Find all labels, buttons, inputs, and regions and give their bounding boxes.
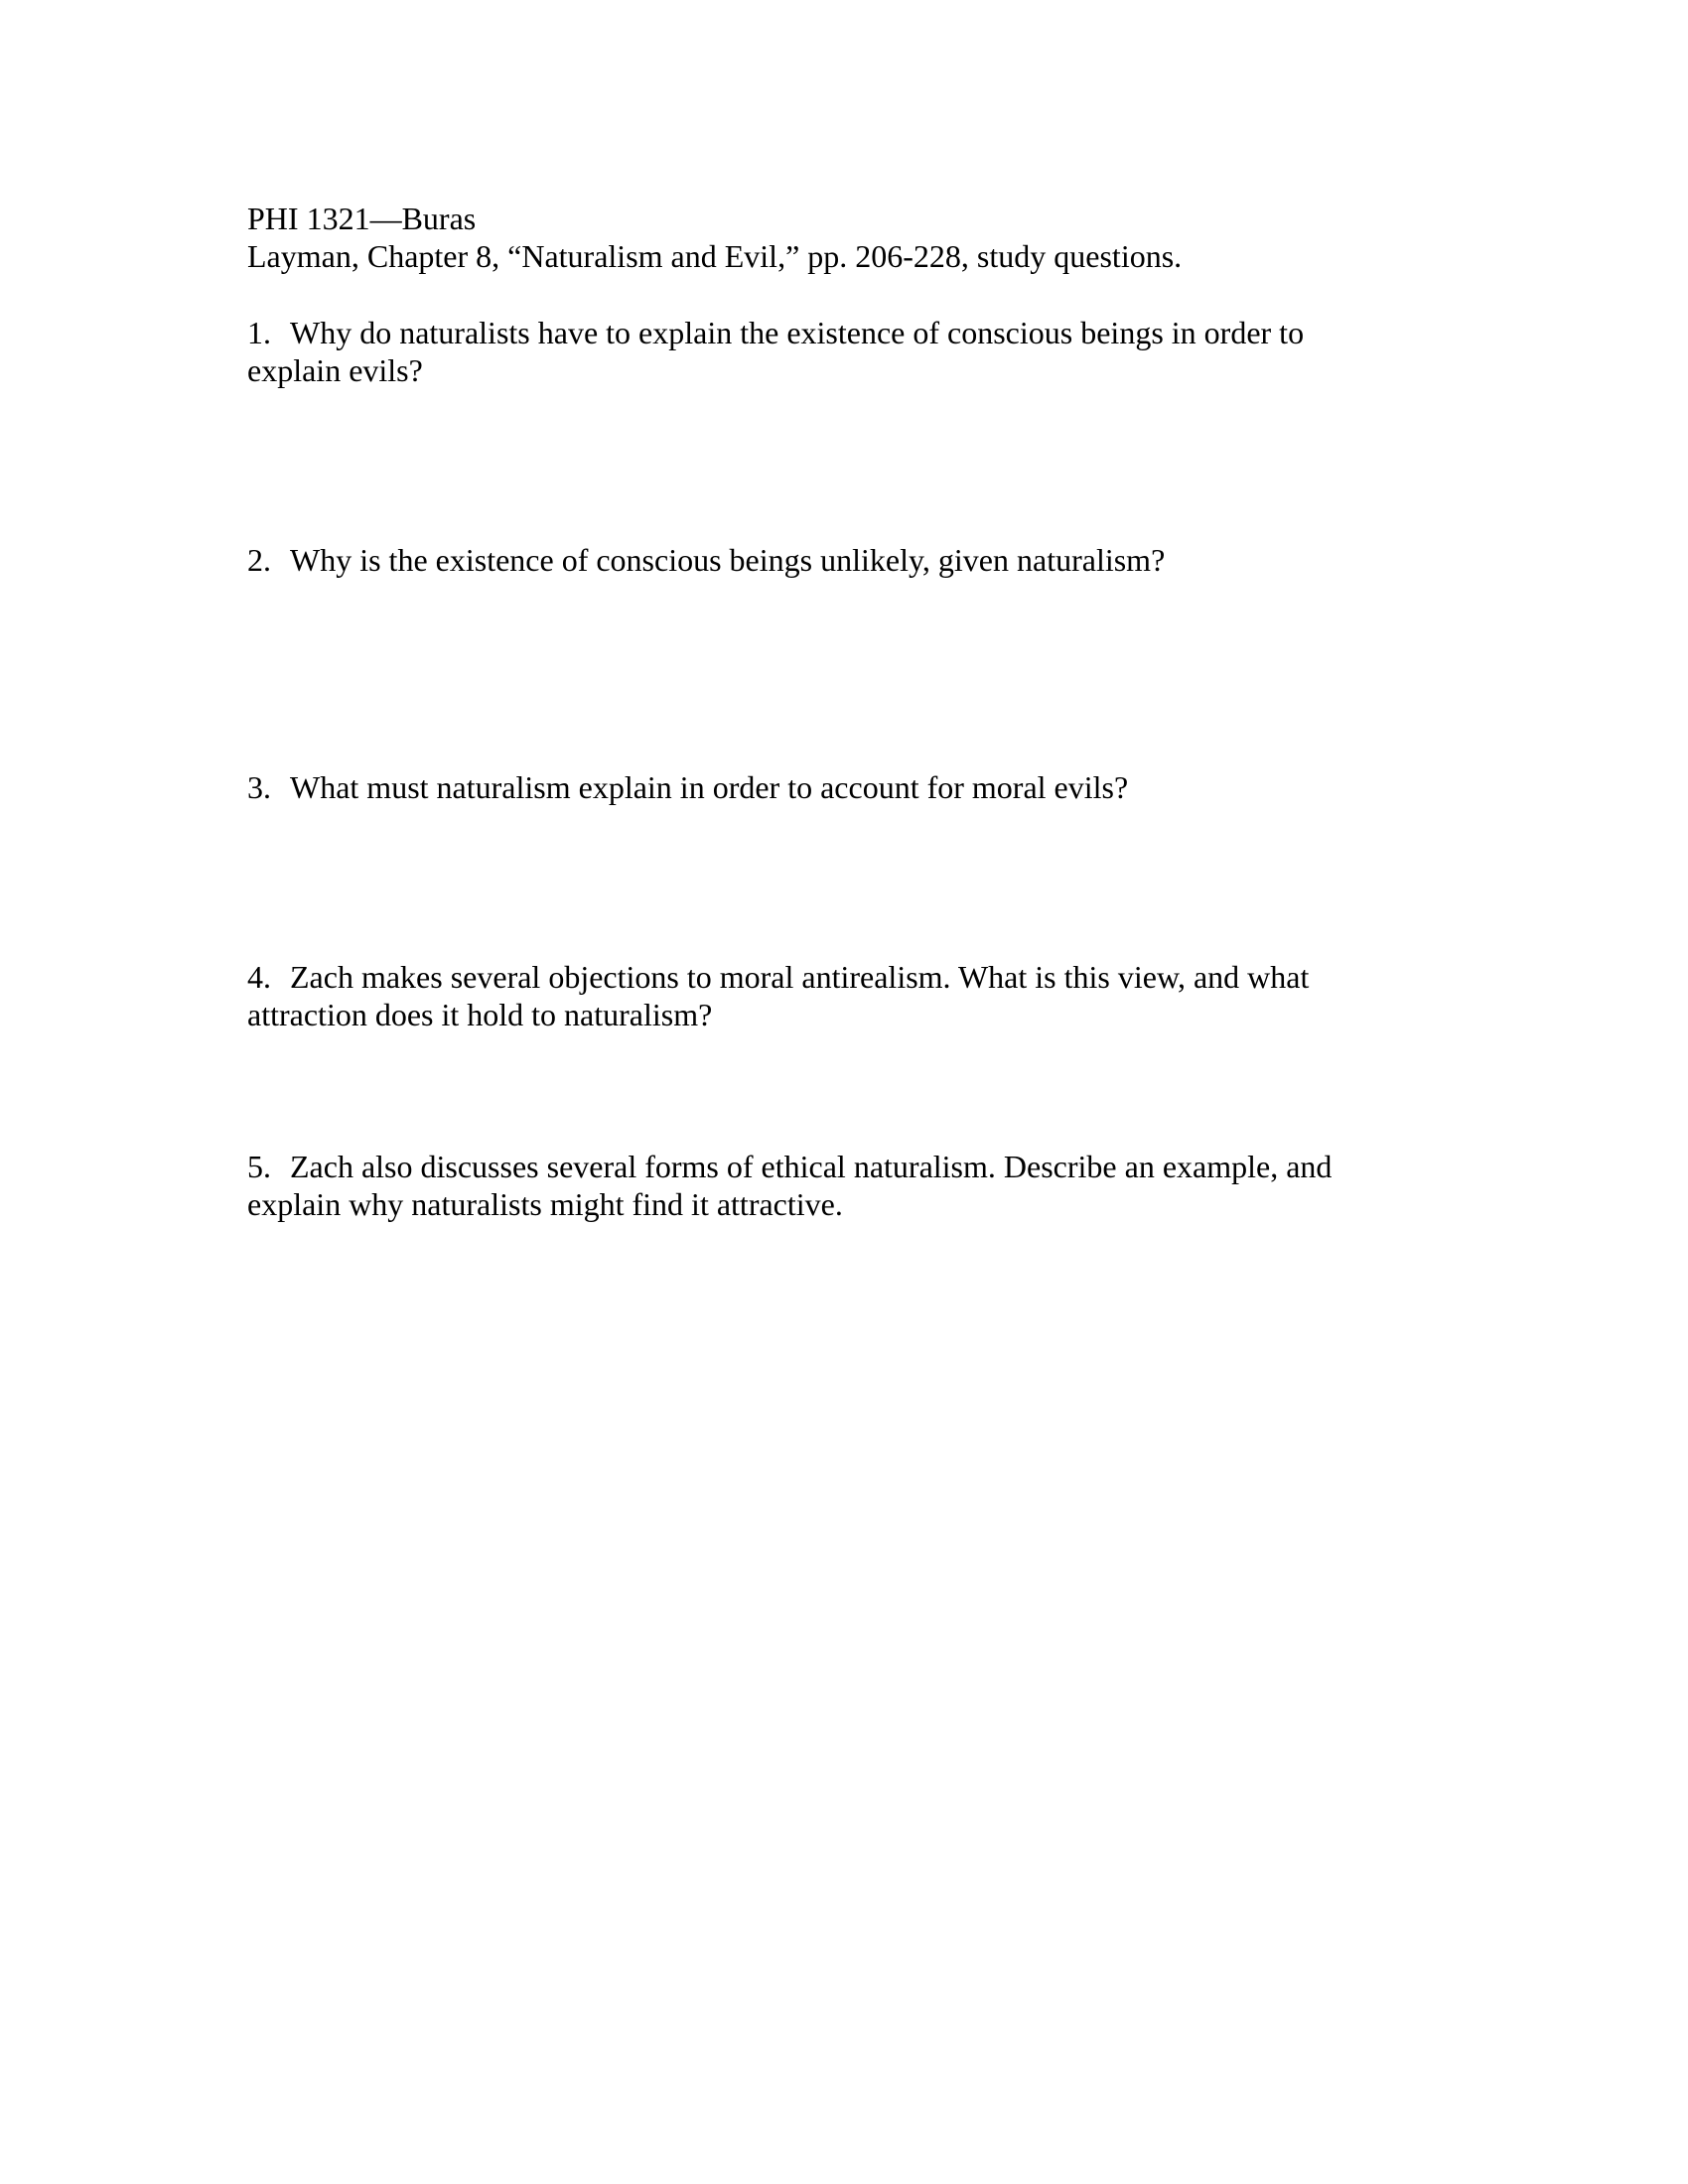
- question-1-number: 1.: [247, 315, 271, 350]
- question-5-line-1: [247, 1148, 1332, 1185]
- question-3-line-1: [247, 768, 1128, 806]
- question-3-number: 3.: [247, 769, 271, 805]
- question-4-text: Zach makes several objections to moral antirealism. What is this view, and what: [290, 959, 1310, 995]
- question-5-text: Zach also discusses several forms of ethical naturalism. Describe an example, and: [290, 1149, 1333, 1184]
- question-2-number: 2.: [247, 542, 271, 578]
- question-1-text: Why do naturalists have to explain the existence of conscious beings in order to: [290, 315, 1305, 350]
- question-5-number: 5.: [247, 1149, 271, 1184]
- question-5-line-2: explain why naturalists might find it attractive.: [247, 1186, 843, 1222]
- question-4-line-1: [247, 958, 1309, 996]
- question-1-line-2: explain evils?: [247, 352, 423, 388]
- assignment-header: Layman, Chapter 8, “Naturalism and Evil,” pp. 206-228, study questions.: [247, 238, 1183, 274]
- question-4-number: 4.: [247, 959, 271, 995]
- course-header: PHI 1321—Buras: [247, 201, 477, 236]
- question-3-text: What must naturalism explain in order to account for moral evils?: [290, 769, 1129, 805]
- question-4-line-2: attraction does it hold to naturalism?: [247, 997, 713, 1032]
- question-1-line-1: [247, 314, 1304, 351]
- question-2-line-1: [247, 541, 1165, 579]
- question-2-text: Why is the existence of conscious beings unlikely, given naturalism?: [290, 542, 1166, 578]
